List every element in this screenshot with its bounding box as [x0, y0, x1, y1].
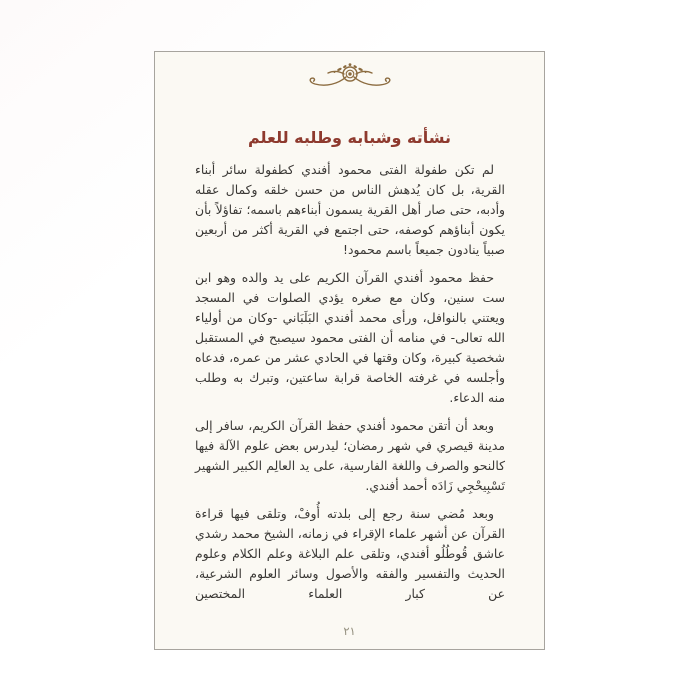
book-page [154, 51, 545, 650]
paragraph-3: وبعد أن أتقن محمود أفندي حفظ القرآن الكريم، سافر إلى مدينة قيصري في شهر رمضان؛ ليدرس بعض علوم الآلة فيها كالنحو والصرف واللغة الفارسية، على يد العالِم الكبير الشهير تَسْبِيحْجِي زَادَه أحمد أفندي. [195, 418, 505, 493]
paragraph-1: لم تكن طفولة الفتى محمود أفندي كطفولة سائر أبناء القرية، بل كان يُدهش الناس من حسن خلقه وكمال عقله وأدبه، حتى صار أهل القرية يسمون أبناءهم باسمه؛ تفاؤلاً بأن يكون أبناؤهم كوصفه، حتى اجتمع في القرية أكثر من أربعين صبياً ينادون جميعاً باسم محمود! [195, 162, 505, 257]
paragraph-2: حفظ محمود أفندي القرآن الكريم على يد والده وهو ابن ست سنين، وكان مع صغره يؤدي الصلوات في المسجد ويعتني بالنوافل، ورأى محمد أفندي البَلَبَاني -وكان من أولياء الله تعالى- في منامه أن الفتى محمود سيصبح في المستقبل شخصية كبيرة، وكان وقتها في الحادي عشر من عمره، فدعاه وأجلسه في غرفته الخاصة قرابة ساعتين، وتبرك به وطلب منه الدعاء. [195, 270, 505, 405]
floral-rosette-divider-icon [302, 60, 398, 90]
body-text [195, 160, 505, 604]
section-title: نشأته وشبابه وطلبه للعلم [247, 128, 452, 147]
paragraph-4: وبعد مُضي سنة رجع إلى بلدته أُوفْ، وتلقى فيها قراءة القرآن عن أشهر علماء الإقراء في زمانه، الشيخ محمد رشدي عاشق قُوطُلُو أفندي، وتلقى علم البلاغة وعلم الكلام وعلوم الحديث والتفسير والفقه والأصول وسائر العلوم الشرعية، عن كبار العلماء المختصين [195, 506, 505, 601]
page-number: ٢١ [343, 624, 356, 638]
